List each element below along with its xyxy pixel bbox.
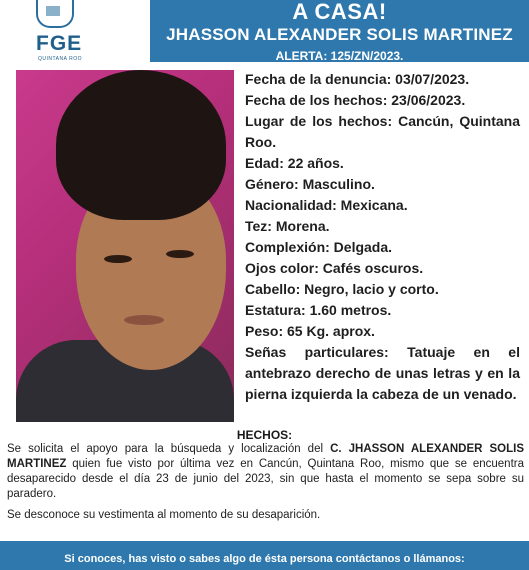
detail-cabello: Cabello: Negro, lacio y corto. [245, 281, 439, 297]
alert-number: ALERTA: 125/ZN/2023. [275, 49, 404, 63]
hechos-paragraph [7, 442, 524, 502]
person-name: JHASSON ALEXANDER SOLIS MARTINEZ [166, 25, 513, 44]
hechos-person-name: C. JHASSON ALEXANDER SOLIS MARTINEZ [7, 443, 524, 470]
shield-icon [36, 0, 74, 28]
details-list [245, 69, 520, 405]
detail-complexion: Complexión: Delgada. [245, 239, 393, 255]
logo-subtitle: QUINTANA ROO [38, 56, 82, 62]
footer-text: Si conoces, has visto o sabes algo de ésta persona contáctanos o llámanos: [64, 553, 465, 565]
detail-denuncia: Fecha de la denuncia: 03/07/2023. [245, 71, 470, 87]
detail-peso: Peso: 65 Kg. aprox. [245, 323, 375, 339]
detail-estatura: Estatura: 1.60 metros. [245, 302, 392, 318]
detail-lugar: Lugar de los hechos: Cancún, Quintana Roo. [245, 113, 520, 150]
detail-edad: Edad: 22 años. [245, 155, 344, 171]
detail-nacionalidad: Nacionalidad: Mexicana. [245, 197, 408, 213]
person-photo [16, 70, 234, 422]
hechos-title: HECHOS: [236, 428, 293, 442]
banner-title: A CASA! [292, 0, 387, 24]
logo-text: FGE [36, 32, 83, 55]
detail-genero: Género: Masculino. [245, 176, 375, 192]
hechos-text-b: quien fue visto por última vez en Cancún, Quintana Roo, mismo que se encuentra desaparecido desde el día 23 de junio del 2023, sin que hasta el momento se sepa sobre su paradero. [7, 458, 524, 500]
fge-logo [0, 0, 140, 62]
detail-tez: Tez: Morena. [245, 218, 330, 234]
detail-ojos: Ojos color: Cafés oscuros. [245, 260, 424, 276]
detail-hechos-date: Fecha de los hechos: 23/06/2023. [245, 92, 466, 108]
footer-banner [0, 541, 529, 570]
detail-senas: Señas particulares: Tatuaje en el antebrazo derecho de unas letras y en la pierna izquierda la cabeza de un venado. [245, 344, 520, 402]
header-banner [150, 0, 529, 62]
hechos-text-a: Se solicita el apoyo para la búsqueda y localización del [7, 443, 331, 455]
hechos-clothing-note: Se desconoce su vestimenta al momento de su desaparición. [7, 509, 321, 521]
